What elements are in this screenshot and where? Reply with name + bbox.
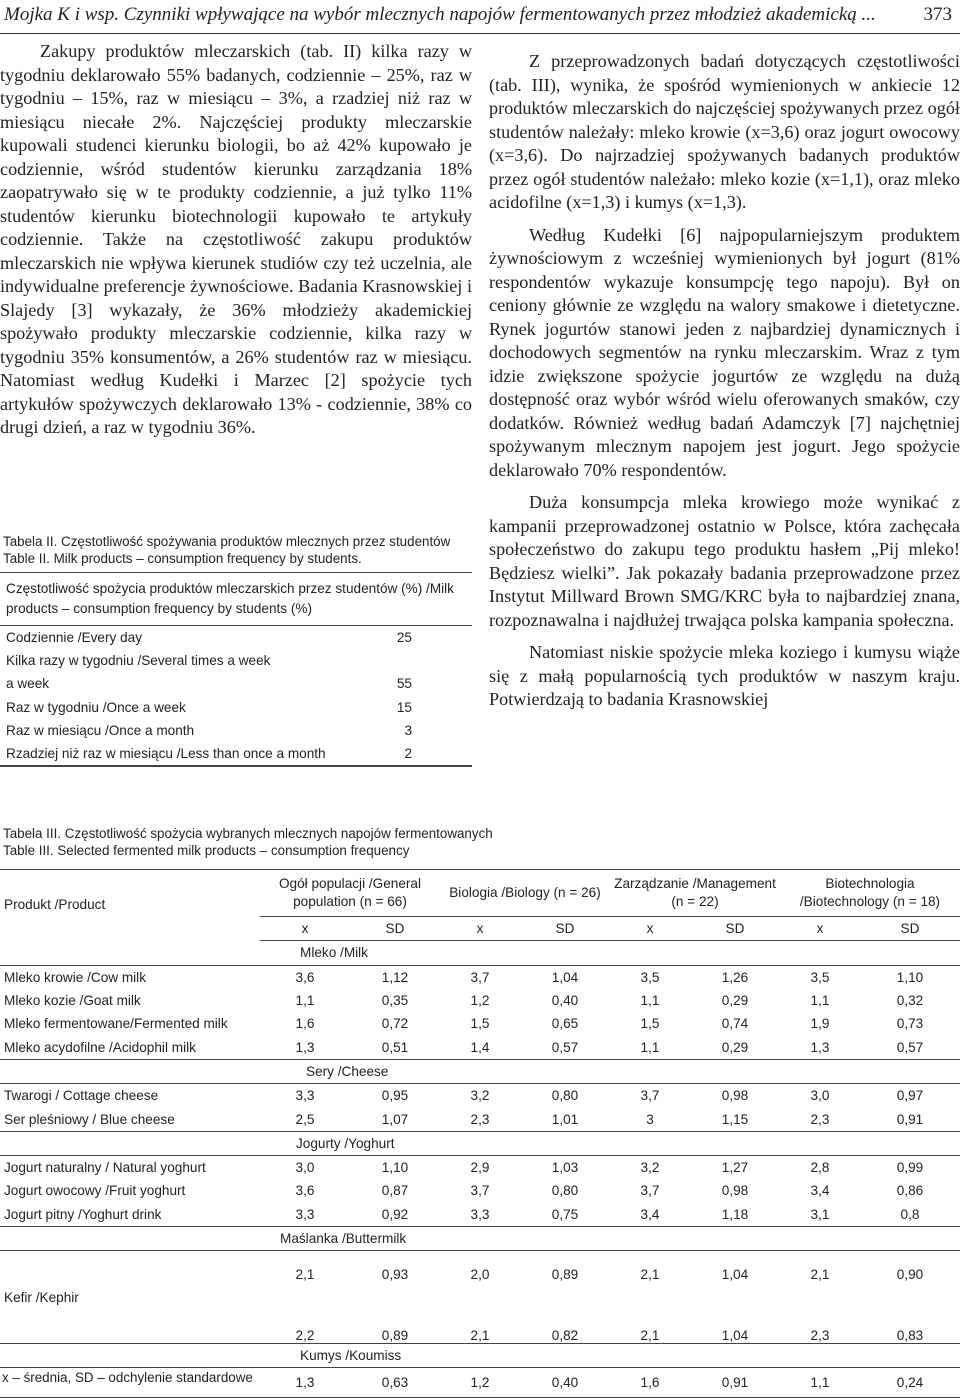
- cell: 2,1: [295, 1266, 315, 1282]
- cell: 3,7: [470, 969, 490, 985]
- cell: 1,03: [551, 1160, 579, 1176]
- table2-label: Codziennie /Every day: [6, 630, 143, 646]
- cell: 1,26: [721, 969, 749, 985]
- table3-subheader-sd: SD: [520, 917, 610, 941]
- cell: 3,5: [810, 969, 830, 985]
- cell: 1,1: [640, 993, 660, 1009]
- section-label-milk: Mleko /Milk: [300, 945, 368, 961]
- cell: 0,91: [690, 1368, 780, 1398]
- cell: 3,4: [810, 1183, 830, 1199]
- body-paragraph: Z przeprowadzonych badań dotyczących częstotliwości (tab. III), wynika, że spośród wymienionych w ankiecie 12 produktów mleczarskich do najczęściej spożywanych przez ogół studentów należały: mleko krowie (x=3,6) oraz jogurt owocowy (x=3,6). Do najrzadziej spożywanych badanych produktów przez ogół studentów należało: mleko kozie (x=1,1), oraz mleko acidofilne (x=1,3) i kumys (x=1,3).: [489, 51, 960, 212]
- table3-product-header: Produkt /Product: [0, 870, 260, 941]
- row-label: Ser pleśniowy / Blue cheese: [4, 1111, 175, 1127]
- cell: 2,2: [295, 1328, 315, 1344]
- running-title: Mojka K i wsp. Czynniki wpływające na wybór mlecznych napojów fermentowanych przez młodzież akademicką ...: [4, 4, 876, 25]
- section-label-cheese: Sery /Cheese: [306, 1063, 389, 1079]
- cell: 0,92: [381, 1206, 409, 1222]
- cell: 0,29: [721, 1039, 749, 1055]
- section-label: [260, 1226, 960, 1250]
- running-header: [0, 0, 960, 34]
- table2-caption: [3, 533, 473, 567]
- cell: 0,72: [381, 1016, 409, 1032]
- table3-subheader-x: x: [780, 917, 860, 941]
- table3-caption: [3, 825, 903, 859]
- cell: 0,80: [551, 1183, 579, 1199]
- cell: 0,82: [551, 1328, 579, 1344]
- table-row: [0, 696, 472, 719]
- table2-value: 2: [379, 742, 472, 766]
- cell: 0,91: [896, 1111, 924, 1127]
- cell: 1,3: [810, 1039, 830, 1055]
- cell: 1,5: [640, 1016, 660, 1032]
- cell: 0,8: [900, 1206, 920, 1222]
- right-column: [489, 50, 960, 712]
- cell: 1,10: [896, 969, 924, 985]
- table-row: [0, 1035, 960, 1059]
- table-row: [0, 1107, 960, 1131]
- cell: 0,74: [721, 1016, 749, 1032]
- row-label: Mleko acydofilne /Acidophil milk: [4, 1039, 196, 1055]
- cell: 2,1: [810, 1266, 830, 1282]
- section-label-buttermilk: Maślanka /Buttermilk: [280, 1231, 407, 1246]
- cell: 0,97: [896, 1088, 924, 1104]
- cell: 0,57: [896, 1039, 924, 1055]
- cell: 0,32: [896, 993, 924, 1009]
- cell: 1,4: [470, 1039, 490, 1055]
- table3-section-row: [0, 941, 960, 965]
- cell: 1,1: [295, 993, 315, 1009]
- cell: 3,7: [640, 1183, 660, 1199]
- cell: 2,3: [810, 1111, 830, 1127]
- table3-header-row: [0, 870, 960, 917]
- table2-header-row: [0, 573, 472, 626]
- cell: 0,90: [896, 1266, 924, 1282]
- cell: 2,8: [810, 1160, 830, 1176]
- table3-subheader-x: x: [440, 917, 520, 941]
- cell: 3,5: [640, 969, 660, 985]
- cell: 0,40: [520, 1368, 610, 1398]
- table3-group-header: Zarządzanie /Management (n = 22): [610, 870, 780, 917]
- cell: 1,1: [780, 1368, 860, 1398]
- cell: 1,2: [440, 1368, 520, 1398]
- cell: 3,3: [295, 1088, 315, 1104]
- table2-caption-pl: Tabela II. Częstotliwość spożywania produktów mlecznych przez studentów: [3, 534, 451, 549]
- cell: 1,10: [381, 1160, 409, 1176]
- cell: 0,65: [551, 1016, 579, 1032]
- cell: 0,98: [721, 1183, 749, 1199]
- table2-header: Częstotliwość spożycia produktów mleczarskich przez studentów (%) /Milk products – consumption frequency by students (%): [0, 573, 472, 626]
- cell: 1,5: [470, 1016, 490, 1032]
- cell: 0,98: [721, 1088, 749, 1104]
- table3-subheader-sd: SD: [350, 917, 440, 941]
- table2: [0, 572, 472, 767]
- row-label: Jogurt naturalny / Natural yoghurt: [4, 1160, 206, 1176]
- cell: 1,18: [721, 1206, 749, 1222]
- left-column: [0, 40, 472, 440]
- body-paragraph: Natomiast niskie spożycie mleka koziego i kumysu wiąże się z małą popularnością tych produktów w naszym kraju. Potwierdzają to badania Krasnowskiej: [489, 642, 960, 709]
- table-row: [0, 1012, 960, 1035]
- table3-subheader-x: x: [610, 917, 690, 941]
- table3: [0, 869, 960, 1398]
- cell: 3,2: [640, 1160, 660, 1176]
- cell: 2,1: [640, 1328, 660, 1344]
- body-paragraph: Według Kudełki [6] najpopularniejszym produktem żywnościowym z wcześniej wymienionych był jogurt (81% respondentów wykazuje konsumpcję tego napoju). Był on ceniony głównie ze względu na walory smakowe i dietetyczne. Rynek jogurtów stanowi jeden z najbardziej dynamicznych i dochodowych segmentów na rynku mleczarskim. Wraz z tym idzie zwiększone spożycie jogurtów ze względu na dużą dostępność oraz wybór wśród wielu oferowanych smaków, czy dodatków. Również według badań Adamczyk [7] najchętniej spożywanym mlecznym napojem jest jogurt. Jego spożycie deklarowało 70% respondentów.: [489, 224, 960, 480]
- table3-subheader-x: x: [260, 917, 350, 941]
- table3-subheader-sd: SD: [860, 917, 960, 941]
- table3-footnote: x – średnia, SD – odchylenie standardowe: [2, 1370, 253, 1385]
- cell: 3,1: [810, 1206, 830, 1222]
- row-label: Mleko krowie /Cow milk: [4, 969, 147, 985]
- cell: 0,89: [551, 1266, 579, 1282]
- cell: 0,83: [896, 1328, 924, 1344]
- cell: 1,04: [721, 1266, 749, 1282]
- table3-caption-en: Table III. Selected fermented milk products – consumption frequency: [3, 843, 410, 858]
- cell: 2,3: [810, 1328, 830, 1344]
- cell: 0,99: [896, 1160, 924, 1176]
- cell: 1,04: [721, 1328, 749, 1344]
- cell: 0,73: [896, 1016, 924, 1032]
- cell: 3,7: [640, 1088, 660, 1104]
- table-row: [0, 1251, 960, 1298]
- cell: 3: [646, 1111, 654, 1127]
- cell: 3,2: [470, 1088, 490, 1104]
- cell: 2,1: [470, 1328, 490, 1344]
- cell: 1,6: [295, 1016, 315, 1032]
- cell: 0,95: [381, 1088, 409, 1104]
- table3-section-row: [0, 1226, 960, 1250]
- section-label: [260, 941, 960, 965]
- section-label: [260, 1131, 960, 1155]
- cell: 1,3: [295, 1039, 315, 1055]
- cell: 1,07: [381, 1111, 409, 1127]
- cell: 3,6: [295, 1183, 315, 1199]
- section-label-yoghurt: Jogurty /Yoghurt: [296, 1135, 395, 1151]
- table-row: [0, 989, 960, 1012]
- table2-label: Raz w miesiącu /Once a month: [6, 722, 195, 738]
- table3-section-row: [0, 1344, 960, 1368]
- section-label: [260, 1344, 960, 1368]
- cell: 0,86: [896, 1183, 924, 1199]
- cell: 3,6: [295, 969, 315, 985]
- table2-label: Raz w tygodniu /Once a week: [6, 699, 186, 715]
- section-label-koumiss: Kumys /Koumiss: [300, 1348, 402, 1364]
- cell: 0,89: [381, 1328, 409, 1344]
- table-row: [0, 649, 472, 672]
- cell: 1,3: [260, 1368, 350, 1398]
- cell: 0,51: [381, 1039, 409, 1055]
- cell: 0,93: [381, 1266, 409, 1282]
- cell: 1,1: [640, 1039, 660, 1055]
- cell: 0,80: [551, 1088, 579, 1104]
- table-row: [0, 626, 472, 650]
- table2-value: 55: [396, 676, 412, 692]
- cell: 2,1: [640, 1266, 660, 1282]
- table2-label: Kilka razy w tygodniu /Several times a week: [6, 653, 271, 669]
- table3-group-header: Biologia /Biology (n = 26): [440, 870, 610, 917]
- header-rule: [0, 33, 960, 34]
- cell: 3,3: [295, 1206, 315, 1222]
- table2-value: 25: [396, 630, 412, 646]
- table-row: [0, 965, 960, 989]
- table-row: [0, 719, 472, 742]
- cell: 1,15: [721, 1111, 749, 1127]
- table3-group-header: Ogół populacji /General population (n = 66): [260, 870, 440, 917]
- cell: 0,75: [551, 1206, 579, 1222]
- table2-label: Rzadziej niż raz w miesiącu /Less than once a month: [0, 742, 379, 766]
- table-row: [0, 742, 472, 766]
- table2-label: a week: [6, 676, 50, 692]
- cell: 1,9: [810, 1016, 830, 1032]
- cell: 2,3: [470, 1111, 490, 1127]
- table-row: [0, 1155, 960, 1179]
- page-number: 373: [923, 4, 952, 25]
- cell: 1,12: [381, 969, 409, 985]
- cell: 0,35: [381, 993, 409, 1009]
- table2-value: [379, 649, 472, 672]
- cell: 1,01: [551, 1111, 579, 1127]
- row-label-kefir: Kefir /Kephir: [4, 1289, 79, 1305]
- table3-group-header: Biotechnologia /Biotechnology (n = 18): [780, 870, 960, 917]
- table-row: [0, 1179, 960, 1202]
- milk-rows: [0, 965, 960, 1059]
- table-row: [0, 1203, 960, 1227]
- cell: 3,0: [810, 1088, 830, 1104]
- cell: 0,87: [381, 1183, 409, 1199]
- cell: 2,0: [470, 1266, 490, 1282]
- table3-section-row: [0, 1059, 960, 1083]
- body-paragraph: Duża konsumpcja mleka krowiego może wynikać z kampanii przeprowadzonej ostatnio w Polsce, która zachęcała społeczeństwo do zakupu tego produktu hasłem „Pij mleko! Będziesz wielki”. Jak pokazały badania przeprowadzone przez Instytut Millward Brown SMG/KRC była to najbardziej znana, rozpoznawalna i najdłużej trwająca polska kampania społeczna.: [489, 492, 960, 630]
- table2-caption-en: Table II. Milk products – consumption frequency by students.: [3, 551, 362, 566]
- table2-value: 15: [396, 699, 412, 715]
- table-row: [0, 1084, 960, 1108]
- yoghurt-rows: [0, 1155, 960, 1226]
- cell: 1,2: [470, 993, 490, 1009]
- cell: 3,4: [640, 1206, 660, 1222]
- cell: 3,3: [470, 1206, 490, 1222]
- row-label: Mleko fermentowane/Fermented milk: [4, 1016, 228, 1032]
- cell: 1,04: [551, 969, 579, 985]
- row-label: Mleko kozie /Goat milk: [4, 993, 141, 1009]
- cell: 0,40: [551, 993, 579, 1009]
- body-paragraph: Zakupy produktów mleczarskich (tab. II) kilka razy w tygodniu deklarowało 55% badanych, codziennie – 25%, raz w tygodniu – 15%, raz w miesiącu – 3%, a rzadziej niż raz w miesiącu niecałe 2%. Najczęściej produkty mleczarskie kupowali studenci kierunku biologii, bo aż 42% kupowało je codziennie, wśród studentów kierunku zarządzania 18% zaopatrywało się w te produkty codziennie, a już tylko 11% studentów kierunku biotechnologii kupowało te artykuły codziennie. Także na częstotliwość zakupu produktów mleczarskich nie wpływa kierunek studiów czy też uczelnia, ale indywidualne preferencje żywnościowe. Badania Krasnowskiej i Slajedy [3] wykazały, że 36% młodzieży akademickiej spożywało produkty mleczarskie codziennie, kilka razy w tygodniu 35% konsumentów, a 26% studentów raz w miesiącu. Natomiast według Kudełki i Marzec [2] spożycie tych artykułów spożywczych deklarowało 13% - codziennie, 38% co drugi dzień, a raz w tygodniu 36%.: [0, 41, 472, 437]
- cell: 1,6: [610, 1368, 690, 1398]
- table-row: [0, 672, 472, 695]
- cell: 2,9: [470, 1160, 490, 1176]
- section-label: [260, 1059, 960, 1083]
- row-label: Twarogi / Cottage cheese: [4, 1088, 159, 1104]
- table2-value: 3: [404, 722, 412, 738]
- cell: 1,1: [810, 993, 830, 1009]
- row-label: Jogurt pitny /Yoghurt drink: [4, 1206, 162, 1222]
- cell: 2,5: [295, 1111, 315, 1127]
- table3-caption-pl: Tabela III. Częstotliwość spożycia wybranych mlecznych napojów fermentowanych: [3, 826, 493, 841]
- cell: 0,63: [350, 1368, 440, 1398]
- table3-section-row: [0, 1131, 960, 1155]
- cell: 3,0: [295, 1160, 315, 1176]
- cheese-rows: [0, 1084, 960, 1132]
- cell: 0,24: [860, 1368, 960, 1398]
- cell: 3,7: [470, 1183, 490, 1199]
- cell: 0,57: [551, 1039, 579, 1055]
- table3-subheader-sd: SD: [690, 917, 780, 941]
- row-label: Jogurt owocowy /Fruit yoghurt: [4, 1183, 186, 1199]
- cell: 0,29: [721, 993, 749, 1009]
- cell: 1,27: [721, 1160, 749, 1176]
